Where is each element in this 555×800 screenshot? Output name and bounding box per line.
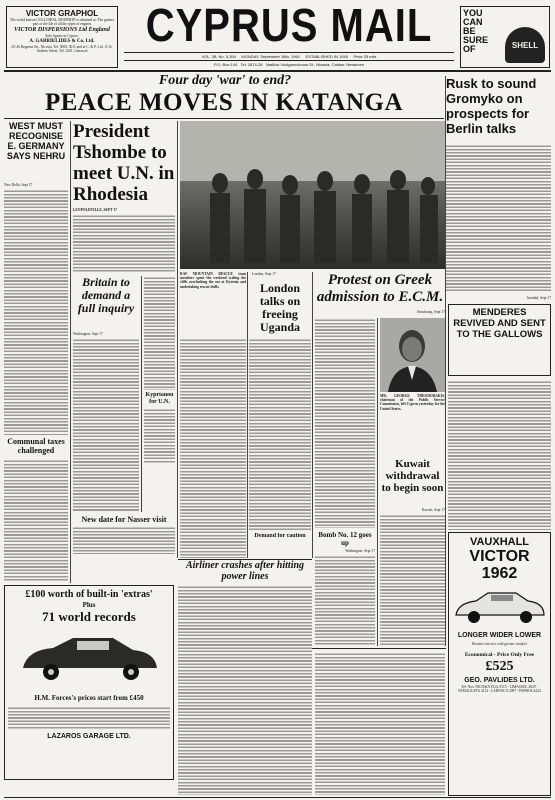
- vauxhall-offer: Economical - Price Only Free: [464, 652, 535, 659]
- car-ad: [4, 585, 174, 780]
- rusk-body: [446, 144, 551, 292]
- vauxhall-note: Roomier interior with greater comfort: [472, 642, 527, 646]
- car-ad-price: H.M. Forces's prices start from £450: [34, 694, 144, 702]
- car-ad-dealer: LAZAROS GARAGE LTD.: [47, 733, 131, 740]
- tshombe-body: [73, 214, 175, 272]
- masthead-rule-top: [124, 52, 454, 53]
- nehru-body-text: [4, 189, 68, 435]
- ad-agent-label: Sole Agents in Cyprus:: [45, 34, 79, 39]
- tshombe-headline: President Tshombe to meet U.N. in Rhodesia: [73, 121, 175, 205]
- menderes-left-body-text: [180, 338, 246, 558]
- ad-agent-address: 25-26 Regaena Str., Nicosia, Tel. 3000, 3011 and at C. & P. Ltd. 11 St. Andrew Street, Tel. 3201, Limassol: [11, 44, 113, 53]
- column-rule-6: [377, 318, 378, 646]
- bomb-body: [315, 555, 375, 646]
- communal-body: [4, 459, 68, 581]
- london-body: [249, 338, 311, 530]
- kuwait-dateline: Kuwait, Sept 17: [421, 508, 445, 512]
- menderes-left-body: [180, 338, 246, 558]
- banner-underline: [4, 118, 444, 119]
- menderes-body-text: [448, 380, 551, 530]
- bomb-dateline: Washington, Sept 17: [345, 549, 375, 553]
- tshombe-body-cont: [144, 276, 175, 390]
- nehru-headline: WEST MUST RECOGNISE E. GERMANY SAYS NEHRU: [6, 121, 66, 161]
- newspaper-title: CYPRUS MAIL: [145, 0, 433, 52]
- britain-headline: Britain to demand a full inquiry: [77, 276, 135, 315]
- protest-body-text: [315, 318, 375, 528]
- address-line: P.O. Box 144 Tel: 2874-28 Vasilios Voulgaroctonos St., Nicosia, Cables: Newsmen: [213, 62, 365, 67]
- nasser-headline: New date for Nasser visit: [81, 515, 167, 524]
- menderes-dateline: Istanbul, Sept 17: [526, 296, 551, 300]
- portrait-figure: [380, 318, 445, 392]
- nehru-body: [4, 189, 68, 435]
- protest-dateline: Strasbourg, Sept 17: [416, 310, 445, 314]
- ad-line-sure: SURE: [463, 35, 489, 45]
- kuwait-body: [380, 514, 445, 646]
- shell-logo-text: SHELL: [511, 40, 539, 50]
- nehru-dateline: New Delhi, Sept 17: [4, 183, 33, 187]
- ad-line-can: CAN: [463, 17, 483, 27]
- car-ad-headline: £100 worth of built-in 'extras': [25, 589, 153, 600]
- menderes-headline: MENDERES REVIVED AND SENT TO THE GALLOWS: [453, 307, 546, 340]
- car-illustration: [9, 628, 169, 690]
- photo-figures: [180, 121, 445, 269]
- kuwait-body-text: [380, 514, 445, 646]
- demand-headline: Demand for caution: [254, 533, 306, 539]
- airliner-body-text: [178, 585, 312, 795]
- car-ad-plus: Plus: [82, 601, 96, 609]
- bomb-body-text: [315, 555, 375, 646]
- ad-line-of: OF: [463, 44, 476, 54]
- vauxhall-dealer: GEO. PAVLIDES LTD.: [464, 677, 535, 685]
- banner-kicker: Four day 'war' to end?: [158, 73, 292, 88]
- ad-company: VICTOR DISPERSIONS Ltd England: [14, 27, 110, 34]
- kyprianou-body-text: [144, 408, 175, 464]
- car-ad-records: 71 world records: [42, 609, 136, 624]
- nasser-body-text: [73, 526, 175, 554]
- london-body-text: [249, 338, 311, 530]
- lower-center-body: [315, 652, 445, 795]
- banner-headline: PEACE MOVES IN KATANGA: [44, 89, 403, 116]
- vauxhall-phones: Tel. Nos: NICOSIA 8114, 8115 - LIMASSOL 2829 - FAMAGUSTA 4114 - LARNACA 2097 - PAPHOS 2424: [458, 685, 541, 694]
- ad-line-you: YOU: [463, 8, 483, 18]
- nasser-body: [73, 526, 175, 554]
- kuwait-headline: Kuwait withdrawal to begin soon: [381, 458, 444, 494]
- protest-headline: Protest on Greek admission to E.C.M.: [316, 272, 444, 305]
- airliner-headline: Airliner crashes after hitting power lines: [185, 560, 305, 582]
- rescue-team-photo: [180, 121, 445, 269]
- left-masthead-ad: [6, 6, 118, 68]
- page-bottom-rule: [4, 797, 551, 798]
- protest-body: [315, 318, 375, 528]
- right-masthead-ad: [460, 6, 550, 68]
- issue-meta-line: VOL. 38, No. 5,394 MONDAY, September 18th, 1961 ESTABLISHED IN 1945 Price 25 mils: [201, 54, 377, 59]
- airliner-body: [178, 585, 312, 795]
- britain-body-text: [73, 338, 139, 512]
- london-headline: London talks on freeing Uganda: [259, 282, 301, 334]
- tshombe-dateline: LEOPOLDVILLE, SEPT 17: [73, 208, 117, 212]
- vauxhall-year: 1962: [481, 565, 518, 582]
- britain-body: [73, 338, 139, 512]
- rusk-body-text: [446, 144, 551, 292]
- tshombe-body-cont-text: [144, 276, 175, 390]
- column-rule-4: [247, 272, 248, 558]
- bomb-headline: Bomb No. 12 goes up: [318, 531, 372, 547]
- shell-logo: [505, 27, 545, 63]
- kyprianou-headline: Kyprianou for U.N.: [145, 392, 174, 405]
- britain-dateline: Washington, Sept 17: [73, 332, 103, 336]
- ad-brand-name: VICTOR GRAPHOL: [25, 9, 99, 18]
- car-ad-text: [8, 706, 170, 730]
- ad-tagline: The world known COLLOIDAL GRAPHITE is obtained at: The greater part of the life of all the types of engines: [10, 18, 114, 27]
- column-rule-3: [177, 121, 178, 558]
- ad-line-be: BE: [463, 26, 476, 36]
- masthead-divider: [4, 70, 551, 72]
- menderes-body: [448, 380, 551, 530]
- vauxhall-model: VICTOR: [469, 548, 530, 565]
- lower-center-rule: [312, 648, 446, 649]
- lower-center-body-text: [315, 652, 445, 795]
- vauxhall-tagline: LONGER WIDER LOWER: [457, 632, 542, 639]
- masthead-rule-bottom: [124, 60, 454, 61]
- photo-caption: RAF MOUNTAIN RESCUE team members spent the weekend scaling the cliffs overlooking the sea at Kyrenia and undertaking rescue drills.: [180, 272, 246, 289]
- ad-agent-name: A. GABRIELIDES & Co. Ltd.: [29, 38, 95, 44]
- kyprianou-body: [144, 408, 175, 464]
- theodorakis-portrait: [380, 318, 445, 392]
- rusk-headline: Rusk to sound Gromyko on prospects for Berlin talks: [446, 76, 537, 136]
- vauxhall-brand: VAUXHALL: [469, 536, 530, 548]
- column-rule-1: [70, 121, 71, 583]
- vauxhall-price: £525: [485, 659, 514, 675]
- column-rule-2: [141, 276, 142, 512]
- london-dateline: London, Sept 17: [252, 272, 276, 276]
- vauxhall-ad: [448, 532, 551, 796]
- column-rule-7: [445, 76, 446, 646]
- column-rule-5: [312, 272, 313, 558]
- tshombe-body-text: [73, 214, 175, 272]
- menderes-headline-box: [448, 304, 551, 376]
- vauxhall-car-illustration: [452, 585, 547, 629]
- car-ad-text-lines: [8, 706, 170, 730]
- communal-body-text: [4, 459, 68, 581]
- portrait-caption: MR. GEORGE THEODORAKIS, chairman of the Public Service Commission, left Cyprus yesterday for the United States.: [380, 394, 445, 411]
- communal-headline: Communal taxes challenged: [7, 437, 65, 455]
